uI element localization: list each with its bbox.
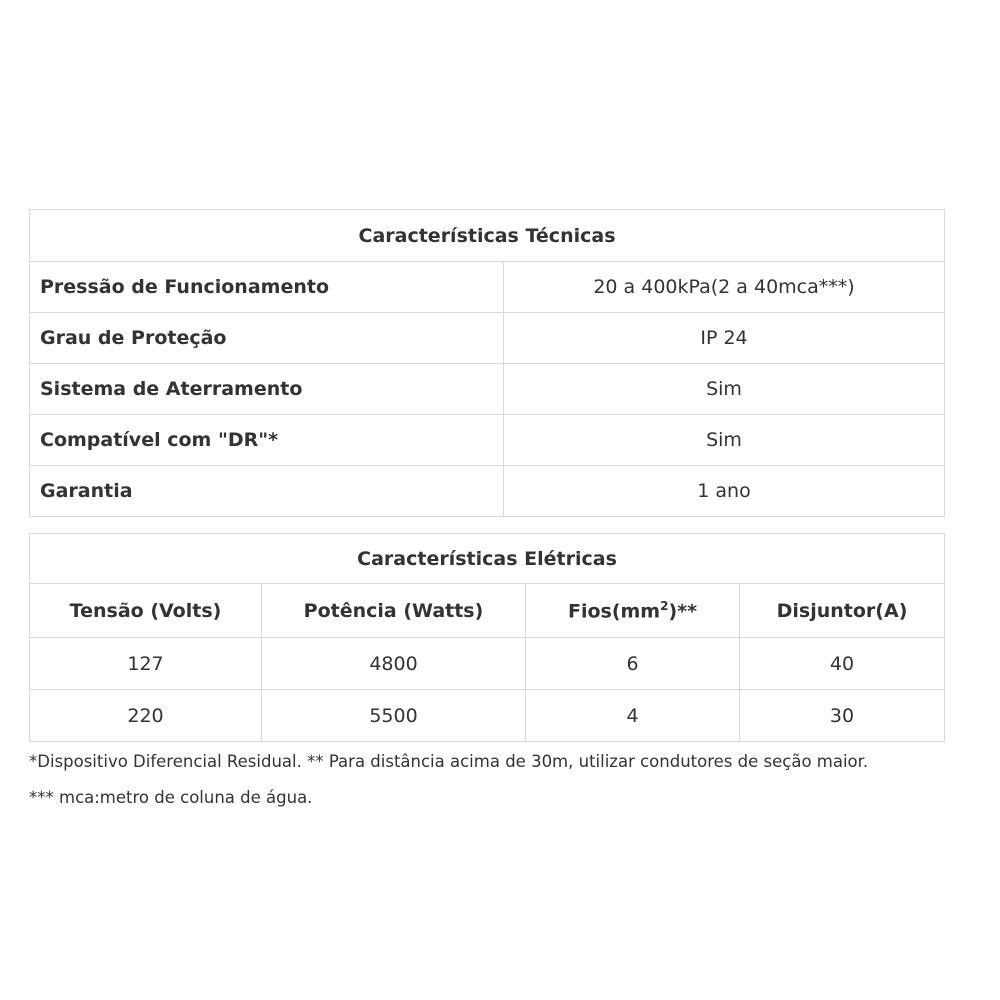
row-value: 1 ano [504,466,945,517]
cell-fios: 6 [526,638,740,690]
electrical-characteristics-table [29,533,945,742]
table-row [30,262,945,313]
row-label: Compatível com "DR"* [30,415,504,466]
cell-potencia: 5500 [262,690,526,742]
cell-tensao: 127 [30,638,262,690]
row-label: Grau de Proteção [30,313,504,364]
row-value: Sim [504,415,945,466]
fios-header-superscript: 2 [660,598,669,613]
cell-potencia: 4800 [262,638,526,690]
technical-characteristics-table [29,209,945,517]
row-value: 20 a 400kPa(2 a 40mca***) [504,262,945,313]
electrical-table-title: Características Elétricas [30,534,945,584]
table-row [30,466,945,517]
table-row [30,638,945,690]
column-header-potencia: Potência (Watts) [262,584,526,638]
cell-disjuntor: 30 [740,690,945,742]
row-value: IP 24 [504,313,945,364]
row-label: Sistema de Aterramento [30,364,504,415]
cell-tensao: 220 [30,690,262,742]
table-row [30,690,945,742]
table-row [30,313,945,364]
table-header-row [30,584,945,638]
column-header-fios [526,584,740,638]
column-header-tensao: Tensão (Volts) [30,584,262,638]
row-label: Pressão de Funcionamento [30,262,504,313]
cell-disjuntor: 40 [740,638,945,690]
fios-header-suffix: )** [668,600,698,623]
row-label: Garantia [30,466,504,517]
table-row [30,364,945,415]
footnote: *** mca:metro de coluna de água. [29,788,313,807]
footnotes [29,744,969,816]
column-header-disjuntor: Disjuntor(A) [740,584,945,638]
footnote: *Dispositivo Diferencial Residual. ** Para distância acima de 30m, utilizar condutores de seção maior. [29,752,869,771]
technical-table-title: Características Técnicas [30,210,945,262]
fios-header-prefix: Fios(mm [567,600,661,623]
table-row [30,415,945,466]
row-value: Sim [504,364,945,415]
cell-fios: 4 [526,690,740,742]
